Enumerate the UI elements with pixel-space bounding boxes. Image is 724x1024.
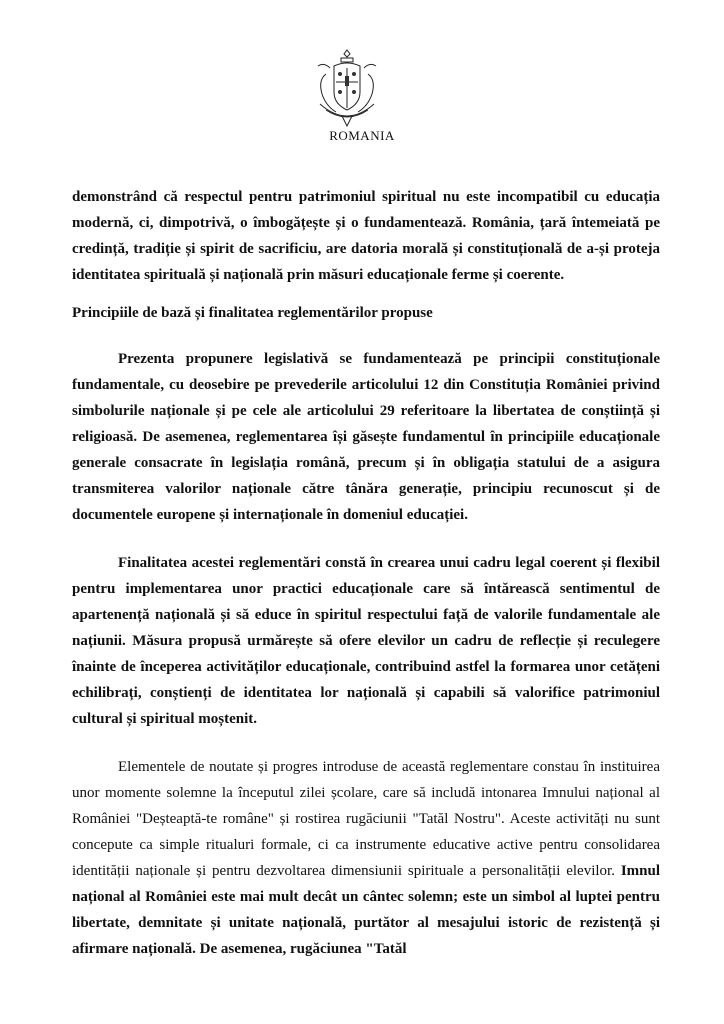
paragraph-novelty-bold: Imnul național al României este mai mult decât un cântec solemn; este un simbol al luptei pentru libertate, demnitate și unitate națională, purtător al mesajului istoric de rezistență și afirmare națională. De asemenea, rugăciunea "Tatăl	[72, 863, 661, 957]
document-body	[72, 184, 660, 962]
paragraph-principles: Prezenta propunere legislativă se fundamentează pe principii constituționale fundamentale, cu deosebire pe prevederile articolului 12 din Constituția României privind simbolurile naționale și pe cele ale articolului 29 referitoare la libertatea de conștiință și religioasă. De asemenea, reglementarea își găsește fundamentul în principiile educaționale generale consacrate în legislația română, precum și în obligația statului de a asigura transmiterea valorilor naționale către tânăra generație, principiu recunoscut și de documentele europene și internaționale în domeniul educației.	[72, 351, 660, 523]
paragraph-novelty-regular: Elementele de noutate și progres introduse de această reglementare constau în instituirea unor momente solemne la începutul zilei școlare, care să includă intonarea Imnului național al României "Deșteaptă-te române" și rostirea rugăciunii "Tatăl Nostru". Aceste activități nu sunt concepute ca simple ritualuri formale, ci ca instrumente educative active pentru consolidarea identității naționale și pentru dezvoltarea dimensiunii spirituale a personalității elevilor.	[72, 759, 660, 879]
paragraph-intro: demonstrând că respectul pentru patrimoniul spiritual nu este incompatibil cu educația modernă, ci, dimpotrivă, o îmbogățește și o fundamentează. România, țară întemeiată pe credință, tradiție și spirit de sacrificiu, are datoria morală și constituțională de a-și proteja identitatea spirituală și națională prin măsuri educaționale ferme și coerente.	[72, 189, 660, 283]
coat-of-arms-icon	[312, 46, 382, 130]
paragraph-novelty	[72, 754, 660, 962]
paragraph-purpose: Finalitatea acestei reglementări constă în crearea unui cadru legal coerent și flexibil pentru implementarea unor practici educaționale care să întărească sentimentul de apartenență națională și să educe în spiritul respectului față de valorile fundamentale ale națiunii. Măsura propusă urmărește să ofere elevilor un cadru de reflecție și reculegere înainte de începerea activităților educaționale, contribuind astfel la formarea unor cetățeni echilibrați, conștienți de identitatea lor națională și capabili să valorifice patrimoniul cultural și spiritual moștenit.	[72, 555, 660, 727]
country-name: ROMANIA	[329, 128, 395, 143]
section-heading: Principiile de bază și finalitatea reglementărilor propuse	[72, 305, 433, 321]
